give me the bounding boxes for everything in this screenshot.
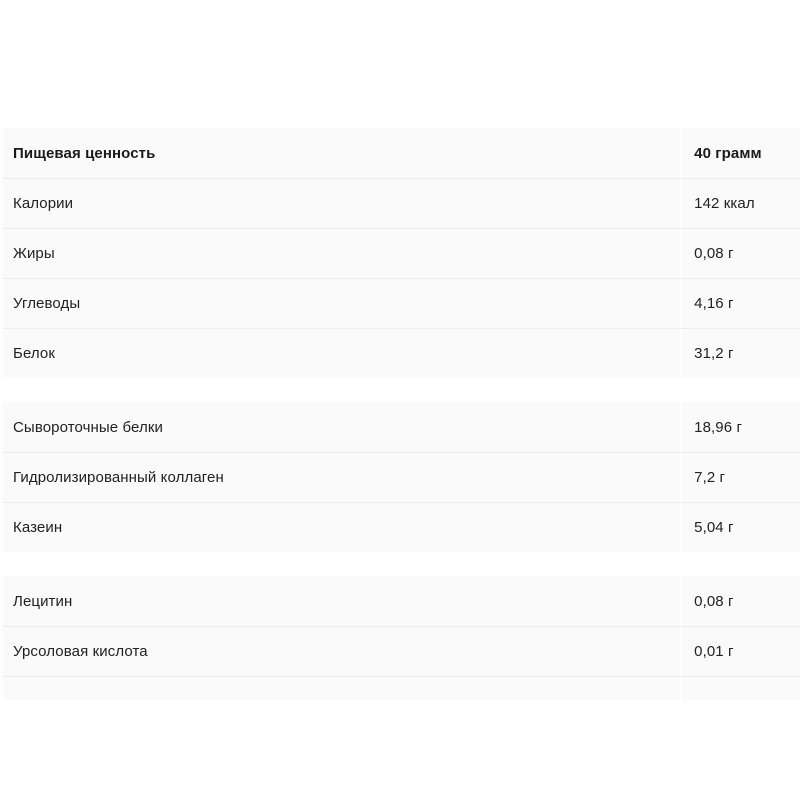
row-value: 4,16 г — [682, 279, 800, 328]
header-value-cell: 40 грамм — [682, 128, 800, 178]
table-end — [3, 676, 800, 700]
table-header-row — [3, 128, 800, 178]
row-name: Калории — [3, 179, 680, 228]
table-row — [3, 502, 800, 552]
table-row — [3, 452, 800, 502]
end-cell — [682, 677, 800, 700]
table-row — [3, 626, 800, 676]
spacer-cell — [682, 378, 800, 402]
group-spacer — [3, 552, 800, 576]
row-value: 0,01 г — [682, 627, 800, 676]
table-row — [3, 402, 800, 452]
table-row — [3, 228, 800, 278]
row-value: 142 ккал — [682, 179, 800, 228]
row-name: Казеин — [3, 503, 680, 552]
group-spacer — [3, 378, 800, 402]
row-name: Гидролизированный коллаген — [3, 453, 680, 502]
row-value: 31,2 г — [682, 329, 800, 378]
row-name: Белок — [3, 329, 680, 378]
end-cell — [3, 677, 680, 700]
row-value: 5,04 г — [682, 503, 800, 552]
row-name: Урсоловая кислота — [3, 627, 680, 676]
table-row — [3, 576, 800, 626]
row-value: 0,08 г — [682, 229, 800, 278]
row-value: 18,96 г — [682, 402, 800, 452]
spacer-cell — [682, 552, 800, 576]
row-name: Сывороточные белки — [3, 402, 680, 452]
row-value: 7,2 г — [682, 453, 800, 502]
header-name-cell: Пищевая ценность — [3, 128, 680, 178]
nutrition-table — [3, 128, 800, 700]
table-row — [3, 178, 800, 228]
spacer-cell — [3, 378, 680, 402]
row-name: Жиры — [3, 229, 680, 278]
row-name: Лецитин — [3, 576, 680, 626]
row-name: Углеводы — [3, 279, 680, 328]
spacer-cell — [3, 552, 680, 576]
row-value: 0,08 г — [682, 576, 800, 626]
table-row — [3, 328, 800, 378]
table-row — [3, 278, 800, 328]
